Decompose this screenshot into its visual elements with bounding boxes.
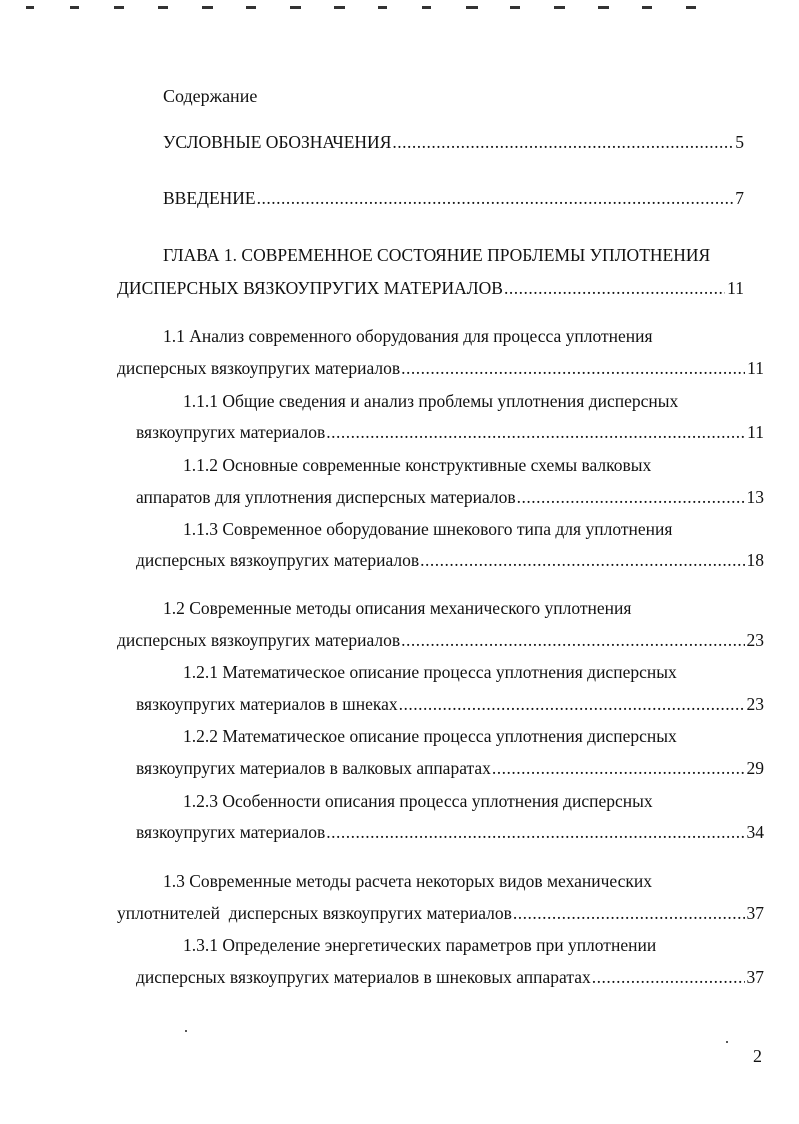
toc-entry-page: 29	[746, 758, 764, 778]
dot-leader	[420, 548, 744, 572]
toc-entry[interactable]	[117, 356, 764, 380]
scan-speck	[726, 1041, 728, 1043]
toc-entry[interactable]	[163, 130, 744, 154]
toc-entry-page: 37	[746, 967, 764, 987]
toc-entry-page: 11	[747, 358, 764, 378]
dot-leader	[257, 186, 734, 210]
dot-leader	[517, 485, 745, 509]
toc-entry-page: 11	[727, 278, 744, 298]
toc-entry-title: дисперсных вязкоупругих материалов	[117, 630, 401, 650]
dot-leader	[326, 420, 745, 444]
toc-entry-first-line: 1.1.3 Современное оборудование шнекового типа для уплотнения	[183, 519, 673, 539]
dot-leader	[492, 756, 745, 780]
toc-entry-page: 5	[735, 132, 744, 152]
toc-entry-page: 18	[746, 550, 764, 570]
dot-leader	[392, 130, 733, 154]
contents-heading: Содержание	[163, 86, 258, 106]
dot-leader	[504, 276, 725, 300]
toc-entry-page: 23	[746, 630, 764, 650]
toc-entry-title: дисперсных вязкоупругих материалов	[117, 358, 401, 378]
toc-entry-first-line: 1.3.1 Определение энергетических параметров при уплотнении	[183, 935, 657, 955]
scan-edge-marks	[0, 0, 799, 16]
toc-entry-title: ДИСПЕРСНЫХ ВЯЗКОУПРУГИХ МАТЕРИАЛОВ	[117, 278, 503, 298]
toc-entry-title: уплотнителей дисперсных вязкоупругих материалов	[117, 903, 512, 923]
toc-entry-first-line: 1.2.2 Математическое описание процесса уплотнения дисперсных	[183, 726, 677, 746]
toc-entry-first-line: 1.1.1 Общие сведения и анализ проблемы уплотнения дисперсных	[183, 391, 679, 411]
toc-entry[interactable]	[136, 820, 764, 844]
toc-entry-page: 34	[746, 822, 764, 842]
dot-leader	[399, 692, 745, 716]
toc-entry[interactable]	[117, 276, 744, 300]
toc-entry-title: вязкоупругих материалов	[136, 422, 326, 442]
toc-entry[interactable]	[136, 756, 764, 780]
dot-leader	[513, 901, 745, 925]
toc-entry-first-line: 1.2.1 Математическое описание процесса уплотнения дисперсных	[183, 662, 677, 682]
toc-entry-title: вязкоупругих материалов в шнеках	[136, 694, 398, 714]
dot-leader	[592, 965, 745, 989]
toc-entry[interactable]	[136, 420, 764, 444]
toc-entry-first-line: ГЛАВА 1. СОВРЕМЕННОЕ СОСТОЯНИЕ ПРОБЛЕМЫ УПЛОТНЕНИЯ	[163, 245, 711, 265]
toc-entry-page: 7	[735, 188, 744, 208]
scan-speck	[185, 1030, 187, 1032]
toc-entry[interactable]	[136, 692, 764, 716]
toc-entry-page: 13	[746, 487, 764, 507]
toc-entry-page: 37	[746, 903, 764, 923]
toc-entry[interactable]	[136, 965, 764, 989]
dot-leader	[401, 356, 745, 380]
toc-entry-first-line: 1.2.3 Особенности описания процесса уплотнения дисперсных	[183, 791, 653, 811]
toc-entry-first-line: 1.3 Современные методы расчета некоторых видов механических	[163, 871, 652, 891]
toc-entry-title: ВВЕДЕНИЕ	[163, 188, 256, 208]
toc-entry-title: вязкоупругих материалов	[136, 822, 326, 842]
toc-entry-first-line: 1.1.2 Основные современные конструктивные схемы валковых	[183, 455, 652, 475]
toc-entry-first-line: 1.1 Анализ современного оборудования для процесса уплотнения	[163, 326, 653, 346]
page-number: 2	[753, 1046, 762, 1066]
toc-entry-title: УСЛОВНЫЕ ОБОЗНАЧЕНИЯ	[163, 132, 392, 152]
toc-entry-title: дисперсных вязкоупругих материалов	[136, 550, 420, 570]
toc-entry[interactable]	[117, 901, 764, 925]
toc-entry-first-line: 1.2 Современные методы описания механического уплотнения	[163, 598, 632, 618]
toc-entry-page: 23	[746, 694, 764, 714]
toc-entry-title: дисперсных вязкоупругих материалов в шнековых аппаратах	[136, 967, 591, 987]
toc-entry[interactable]	[117, 628, 764, 652]
toc-entry-title: аппаратов для уплотнения дисперсных материалов	[136, 487, 516, 507]
toc-entry-page: 11	[747, 422, 764, 442]
dot-leader	[326, 820, 744, 844]
toc-entry[interactable]	[136, 548, 764, 572]
toc-entry[interactable]	[136, 485, 764, 509]
toc-entry-title: вязкоупругих материалов в валковых аппаратах	[136, 758, 491, 778]
dot-leader	[401, 628, 744, 652]
toc-entry[interactable]	[163, 186, 744, 210]
